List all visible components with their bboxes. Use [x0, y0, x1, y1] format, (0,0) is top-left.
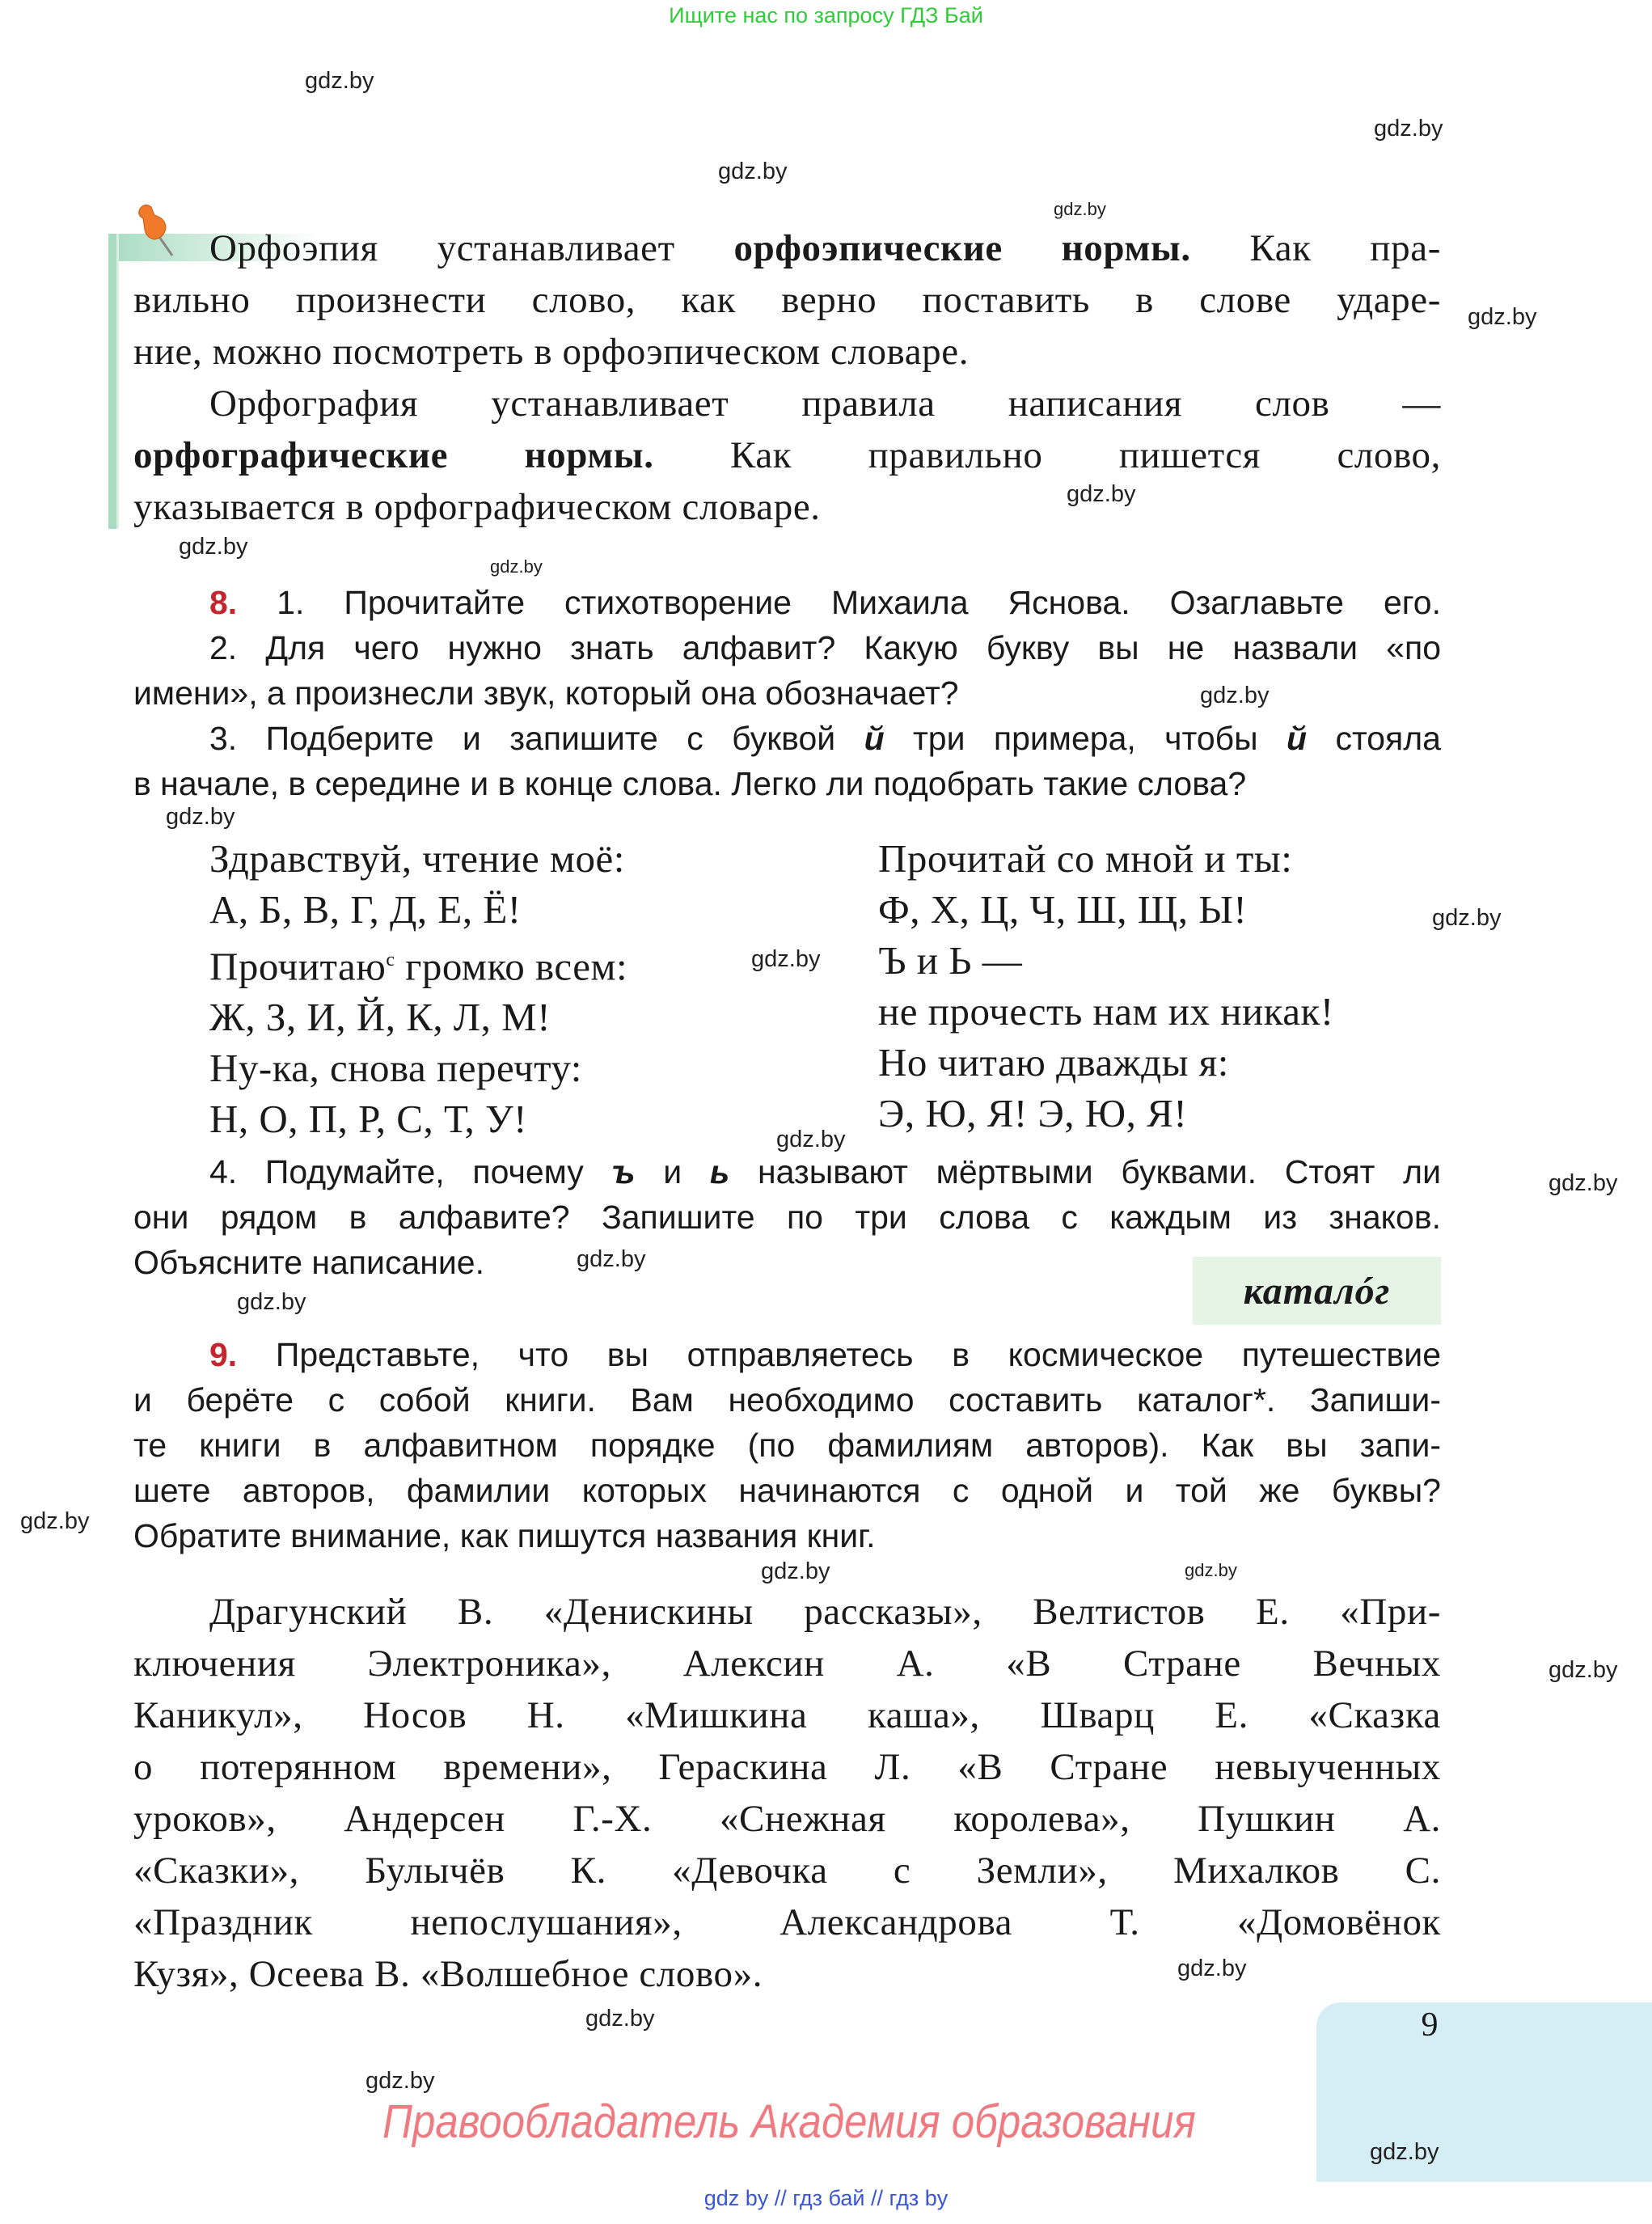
task-number: 8. [209, 584, 238, 621]
poem-line: Но читаю дважды я: [878, 1040, 1229, 1085]
poem-line: А, Б, В, Г, Д, Е, Ё! [209, 887, 522, 932]
text-line [133, 1741, 1441, 1793]
text-segment: 3. Подберите и запишите с буквой [209, 720, 864, 757]
watermark: gdz.by [1054, 199, 1106, 219]
text-line [133, 580, 1441, 625]
text-segment: Орфоэпия устанавливает [209, 227, 734, 269]
text-segment: орфоэпические нормы. [733, 227, 1191, 269]
text-segment: три примера, чтобы [884, 720, 1287, 757]
text-segment: называют мёртвыми буквами. Стоят ли [729, 1153, 1441, 1190]
top-banner-link[interactable]: Ищите нас по запросу ГДЗ Бай [669, 3, 983, 27]
text-segment: Каникул», Носов Н. «Мишкина каша», Шварц Е. «Сказка [133, 1694, 1441, 1736]
text-line [133, 1586, 1441, 1638]
text-line [133, 1845, 1441, 1896]
poem-text: Прочитаю [209, 944, 387, 989]
watermark: gdz.by [1177, 1956, 1247, 1981]
watermark: gdz.by [776, 1127, 846, 1152]
watermark: gdz.by [585, 2006, 655, 2032]
text-segment: стояла [1307, 720, 1441, 757]
text-segment: 1. Прочитайте стихотворение Михаила Яснова. Озаглавьте его. [237, 584, 1441, 621]
rule-box-side-bar [108, 234, 119, 529]
watermark: gdz.by [751, 946, 821, 972]
page-number: 9 [1421, 2006, 1439, 2044]
watermark: gdz.by [1468, 304, 1537, 330]
text-line [133, 1896, 1441, 1948]
text-segment: в начале, в середине и в конце слова. Легко ли подобрать такие слова? [133, 765, 1247, 802]
poem-line: Ъ и Ь — [878, 938, 1023, 983]
vocabulary-word: каталóг [1243, 1269, 1391, 1313]
text-line [133, 429, 1441, 481]
text-segment: и [635, 1153, 710, 1190]
watermark: gdz.by [1067, 481, 1136, 507]
poem-line [209, 935, 627, 991]
poem-right-column [878, 833, 1334, 1139]
watermark: gdz.by [490, 556, 543, 577]
text-line [133, 1513, 1441, 1558]
text-line [133, 481, 1441, 533]
text-segment: ь [709, 1153, 730, 1190]
text-line [133, 1149, 1441, 1194]
text-segment: 4. Подумайте, почему [209, 1153, 612, 1190]
text-segment: Обратите внимание, как пишутся названия книг. [133, 1517, 876, 1554]
text-segment: Орфография устанавливает правила написания слов — [209, 383, 1441, 425]
watermark: gdz.by [1432, 905, 1502, 931]
watermark: gdz.by [179, 534, 248, 560]
watermark: gdz.by [718, 159, 788, 184]
poem-text: с [386, 949, 395, 970]
text-segment: й [1287, 720, 1308, 757]
text-segment: имени», а произнесли звук, который она обозначает? [133, 674, 959, 712]
text-line [133, 1194, 1441, 1240]
text-line [133, 326, 1441, 378]
text-line [133, 1468, 1441, 1513]
text-segment: 2. Для чего нужно знать алфавит? Какую букву вы не назвали «по [209, 629, 1441, 666]
poem-line: Н, О, П, Р, С, Т, У! [209, 1097, 528, 1142]
poem-line: Ф, Х, Ц, Ч, Ш, Щ, Ы! [878, 887, 1248, 932]
text-segment: Объясните написание. [133, 1244, 484, 1281]
text-segment: й [864, 720, 885, 757]
text-segment: «Праздник непослушания», Александрова Т. «Домовёнок [133, 1901, 1441, 1943]
text-segment: ключения Электроника», Алексин А. «В Стране Вечных [133, 1643, 1441, 1685]
watermark: gdz.by [20, 1508, 90, 1534]
text-segment: указывается в орфографическом словаре. [133, 486, 821, 528]
poem-line: Ну-ка, снова перечту: [209, 1046, 582, 1091]
text-segment: они рядом в алфавите? Запишите по три слова с каждым из знаков. [133, 1199, 1441, 1236]
text-segment: Драгунский В. «Денискины рассказы», Велтистов Е. «При- [209, 1591, 1441, 1633]
poem-text: громко всем: [395, 944, 628, 989]
text-line [133, 1638, 1441, 1689]
watermark: gdz.by [577, 1246, 646, 1272]
text-segment: ние, можно посмотреть в орфоэпическом словаре. [133, 331, 970, 373]
vocabulary-word-box [1193, 1257, 1441, 1325]
text-segment: Кузя», Осеева В. «Волшебное слово». [133, 1953, 763, 1995]
text-line [133, 222, 1441, 274]
book-list-text [133, 1586, 1441, 2000]
poem-line: Здравствуй, чтение моё: [209, 836, 625, 881]
text-segment: шете авторов, фамилии которых начинаются с одной и той же буквы? [133, 1472, 1441, 1509]
text-segment: Представьте, что вы отправляетесь в космическое путешествие [237, 1336, 1441, 1373]
text-segment: ъ [611, 1153, 636, 1190]
text-segment: и берёте с собой книги. Вам необходимо составить каталог*. Запиши- [133, 1381, 1441, 1419]
watermark: gdz.by [365, 2068, 435, 2094]
poem-line: не прочесть нам их никак! [878, 989, 1334, 1034]
watermark: gdz.by [1548, 1170, 1618, 1196]
task-9-text [133, 1332, 1441, 1558]
text-line [133, 716, 1441, 761]
text-line [133, 1423, 1441, 1468]
text-segment: орфографические нормы. [133, 434, 654, 476]
watermark: gdz.by [305, 68, 374, 94]
copyright-notice: Правообладатель Академия образования [382, 2095, 1196, 2148]
poem-line: Ж, З, И, Й, К, Л, М! [209, 995, 551, 1040]
text-segment: Как пра- [1190, 227, 1441, 269]
watermark: gdz.by [166, 804, 235, 830]
text-line [133, 1793, 1441, 1845]
text-segment: «Сказки», Булычёв К. «Девочка с Земли», Михалков С. [133, 1850, 1441, 1892]
footer-links[interactable]: gdz by // гдз бай // гдз by [703, 2186, 949, 2210]
rule-box-text [133, 222, 1441, 533]
watermark: gdz.by [1548, 1657, 1618, 1683]
watermark: gdz.by [1185, 1560, 1237, 1580]
watermark: gdz.by [1200, 683, 1270, 708]
task-number: 9. [209, 1336, 238, 1373]
text-segment: уроков», Андерсен Г.-Х. «Снежная королева», Пушкин А. [133, 1798, 1441, 1840]
text-line [133, 761, 1441, 806]
text-segment: Как правильно пишется слово, [653, 434, 1441, 476]
poem-line: Э, Ю, Я! Э, Ю, Я! [878, 1091, 1188, 1135]
watermark: gdz.by [761, 1558, 830, 1584]
watermark: gdz.by [1370, 2139, 1439, 2165]
text-segment: вильно произнести слово, как верно поставить в слове ударе- [133, 279, 1441, 321]
poem-line: Прочитай со мной и ты: [878, 836, 1293, 881]
text-segment: о потерянном времени», Гераскина Л. «В Стране невыученных [133, 1746, 1441, 1788]
watermark: gdz.by [237, 1289, 306, 1315]
text-line [133, 625, 1441, 670]
text-line [133, 1689, 1441, 1741]
text-line [133, 1332, 1441, 1377]
watermark: gdz.by [1374, 116, 1443, 142]
text-line [133, 1377, 1441, 1423]
text-segment: те книги в алфавитном порядке (по фамилиям авторов). Как вы запи- [133, 1427, 1441, 1464]
text-line [133, 274, 1441, 326]
text-line [133, 378, 1441, 429]
poem-left-column [209, 833, 627, 1144]
